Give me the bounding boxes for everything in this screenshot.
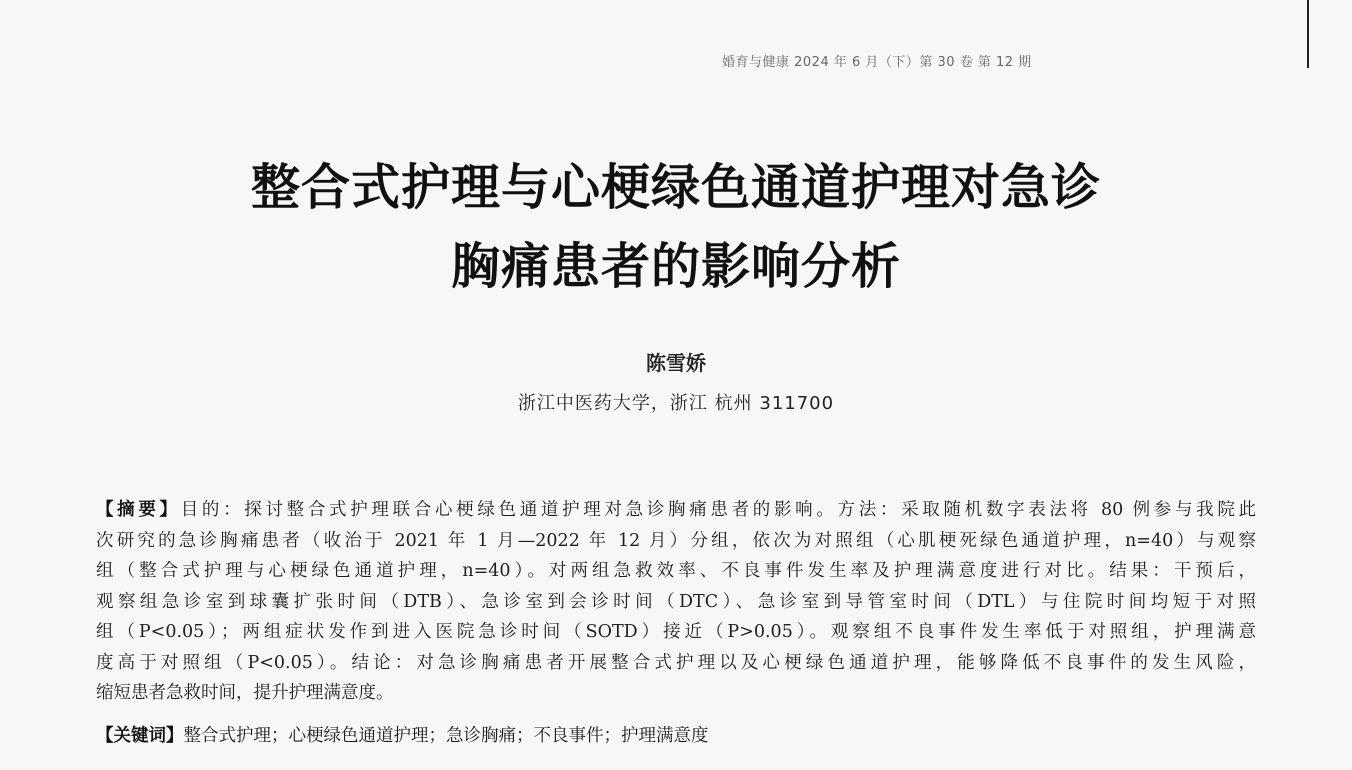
abstract-line bbox=[96, 495, 1256, 526]
keywords-label: 【关键词】 bbox=[96, 726, 184, 746]
abstract-line: 度高于对照组（P<0.05）。结论：对急诊胸痛患者开展整合式护理以及心梗绿色通道护理，能够降低不良事件的发生风险， bbox=[96, 652, 1256, 673]
abstract bbox=[96, 495, 1256, 709]
abstract-line: 组（P<0.05）；两组症状发作到进入医院急诊时间（SOTD）接近（P>0.05）。观察组不良事件发生率低于对照组，护理满意 bbox=[96, 622, 1256, 642]
article-title bbox=[0, 148, 1352, 306]
abstract-text: 目的：探讨整合式护理联合心梗绿色通道护理对急诊胸痛患者的影响。方法：采取随机数字表法将 80 例参与我院此 bbox=[180, 500, 1257, 520]
abstract-line: 次研究的急诊胸痛患者（收治于 2021 年 1 月—2022 年 12 月）分组，依次为对照组（心肌梗死绿色通道护理，n=40）与观察 bbox=[96, 530, 1256, 551]
keywords-text: 整合式护理；心梗绿色通道护理；急诊胸痛；不良事件；护理满意度 bbox=[183, 726, 709, 746]
page-edge-rule bbox=[1307, 0, 1309, 68]
author-name: 陈雪娇 bbox=[646, 351, 706, 375]
abstract-line: 组（整合式护理与心梗绿色通道护理，n=40）。对两组急救效率、不良事件发生率及护理满意度进行对比。结果：干预后， bbox=[96, 561, 1256, 581]
abstract-label: 【摘要】 bbox=[96, 500, 181, 520]
keywords bbox=[96, 721, 1256, 751]
title-line-1: 整合式护理与心梗绿色通道护理对急诊 bbox=[250, 159, 1101, 216]
abstract-line: 缩短患者急救时间，提升护理满意度。 bbox=[96, 683, 394, 703]
title-line-2: 胸痛患者的影响分析 bbox=[450, 238, 901, 295]
running-header: 婚育与健康 2024 年 6 月（下）第 30 卷 第 12 期 bbox=[722, 55, 1032, 70]
author-affiliation: 浙江中医药大学，浙江 杭州 311700 bbox=[517, 393, 835, 414]
abstract-line: 观察组急诊室到球囊扩张时间（DTB）、急诊室到会诊时间（DTC）、急诊室到导管室时间（DTL）与住院时间均短于对照 bbox=[96, 591, 1256, 612]
